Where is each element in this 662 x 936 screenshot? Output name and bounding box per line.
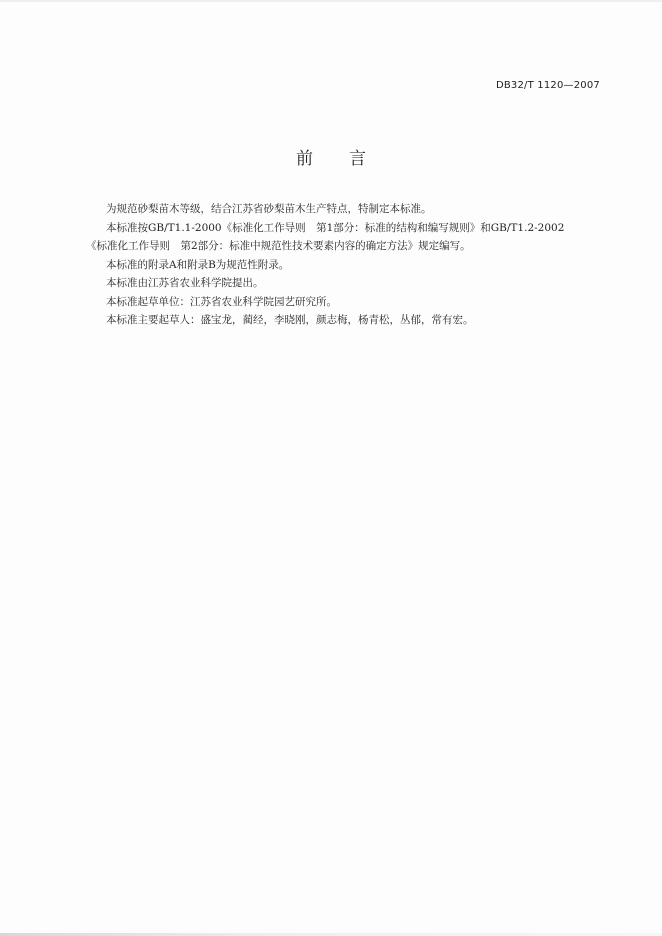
page-title: 前言 bbox=[296, 149, 402, 169]
paragraph-appendix: 本标准的附录A和附录B为规范性附录。 bbox=[106, 258, 290, 271]
paragraph-drafting-unit: 本标准起草单位：江苏省农业科学院园艺研究所。 bbox=[106, 295, 337, 308]
paragraph-drafters: 本标准主要起草人：盛宝龙，蔺经，李晓刚，颜志梅，杨青松，丛郁，常有宏。 bbox=[106, 314, 474, 326]
paragraph-drafting-rules: 本标准按GB/T1.1-2000《标准化工作导则 第1部分：标准的结构和编写规则》和GB/T1.2-2002 bbox=[106, 221, 565, 234]
paragraph-drafting-rules-continued: 《标准化工作导则 第2部分：标准中规范性技术要素内容的确定方法》规定编写。 bbox=[86, 240, 471, 252]
paragraph-proposer: 本标准由江苏省农业科学院提出。 bbox=[106, 277, 264, 289]
top-edge bbox=[0, 0, 662, 2]
paragraph-purpose: 为规范砂梨苗木等级，结合江苏省砂梨苗木生产特点，特制定本标准。 bbox=[106, 203, 432, 215]
document-number: DB32/T 1120—2007 bbox=[495, 80, 600, 91]
foreword-body bbox=[86, 200, 602, 330]
